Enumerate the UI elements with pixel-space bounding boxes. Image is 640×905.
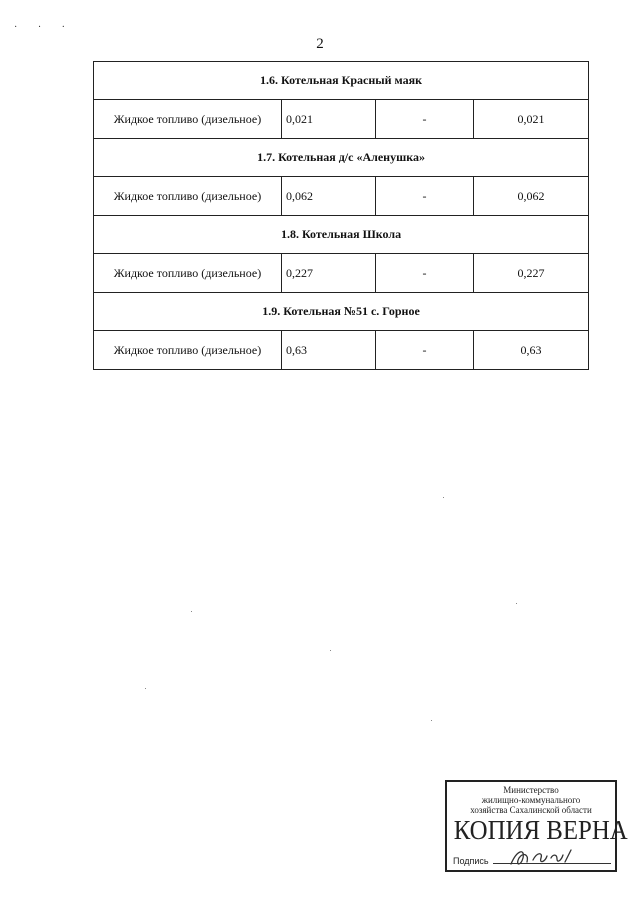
handwritten-signature: [507, 846, 577, 868]
fuel-type-cell: Жидкое топливо (дизельное): [94, 331, 282, 370]
section-title: 1.7. Котельная д/с «Аленушка»: [94, 139, 589, 177]
scan-speck: [431, 720, 432, 721]
total-cell: 0,227: [474, 254, 589, 293]
value-cell: 0,63: [282, 331, 376, 370]
scan-speck: [191, 611, 192, 612]
total-cell: 0,63: [474, 331, 589, 370]
page-number: 2: [316, 36, 324, 52]
section-header-row: [94, 62, 589, 100]
fuel-type-cell: Жидкое топливо (дизельное): [94, 254, 282, 293]
section-title: 1.6. Котельная Красный маяк: [94, 62, 589, 100]
value-cell: 0,227: [282, 254, 376, 293]
stamp-line: жилищно-коммунального: [481, 795, 581, 805]
section-title: 1.9. Котельная №51 с. Горное: [94, 293, 589, 331]
stamp-line: Министерство: [503, 785, 559, 795]
section-header-row: [94, 293, 589, 331]
fuel-table: [93, 61, 589, 370]
dash-cell: -: [376, 177, 474, 216]
value-cell: 0,062: [282, 177, 376, 216]
certified-copy-stamp: [445, 780, 628, 872]
signature-label: Подпись: [453, 856, 489, 866]
table-row: [94, 254, 589, 293]
total-cell: 0,062: [474, 177, 589, 216]
table-row: [94, 177, 589, 216]
dash-cell: -: [376, 254, 474, 293]
scan-speck: [145, 688, 146, 689]
dash-cell: -: [376, 331, 474, 370]
dash-cell: -: [376, 100, 474, 139]
section-header-row: [94, 139, 589, 177]
stamp-title: КОПИЯ ВЕРНА: [453, 815, 628, 845]
section-title: 1.8. Котельная Школа: [94, 216, 589, 254]
section-header-row: [94, 216, 589, 254]
scan-speck: [516, 603, 517, 604]
total-cell: 0,021: [474, 100, 589, 139]
table-row: [94, 331, 589, 370]
table-row: [94, 100, 589, 139]
fuel-type-cell: Жидкое топливо (дизельное): [94, 177, 282, 216]
scan-speck: [443, 497, 444, 498]
stamp-line: хозяйства Сахалинской области: [470, 805, 592, 815]
value-cell: 0,021: [282, 100, 376, 139]
fuel-type-cell: Жидкое топливо (дизельное): [94, 100, 282, 139]
scan-speck: [330, 650, 331, 651]
scan-marks: · · ·: [14, 22, 74, 33]
